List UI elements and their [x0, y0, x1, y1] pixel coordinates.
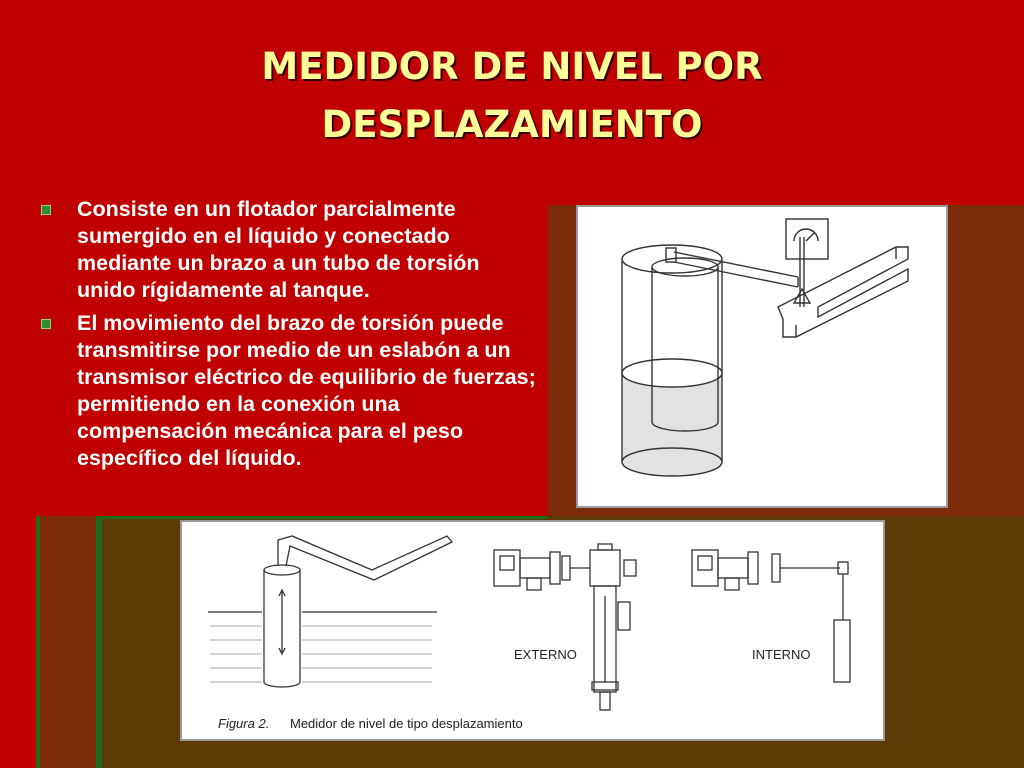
displacer-types-figure	[180, 520, 885, 741]
bullet-text: El movimiento del brazo de torsión puede transmitirse por medio de un eslabón a un transmisor eléctrico de equilibrio de fuerzas; permitiendo en la conexión una compensación mecánica para el peso específico del líquido.	[77, 311, 536, 470]
caption-text: Medidor de nivel de tipo desplazamiento	[290, 716, 523, 731]
bullet-item	[38, 310, 538, 472]
bullet-item	[38, 196, 538, 304]
slide-title	[0, 38, 1024, 154]
left-stripe-brown	[40, 516, 96, 768]
title-line-1: MEDIDOR DE NIVEL POR	[261, 45, 763, 88]
label-externo: EXTERNO	[514, 647, 577, 662]
displacer-types-drawing	[182, 522, 883, 739]
label-interno: INTERNO	[752, 647, 811, 662]
displacer-tank-figure	[576, 205, 948, 508]
bullet-list	[38, 196, 538, 478]
displacer-tank-drawing	[578, 207, 946, 506]
bullet-text: Consiste en un flotador parcialmente sumergido en el líquido y conectado mediante un brazo a un tubo de torsión unido rígidamente al tanque.	[77, 197, 480, 302]
divider-line	[102, 516, 548, 519]
square-bullet-icon	[41, 319, 51, 329]
title-line-2: DESPLAZAMIENTO	[321, 103, 703, 146]
caption-number: Figura 2.	[218, 716, 270, 731]
square-bullet-icon	[41, 205, 51, 215]
